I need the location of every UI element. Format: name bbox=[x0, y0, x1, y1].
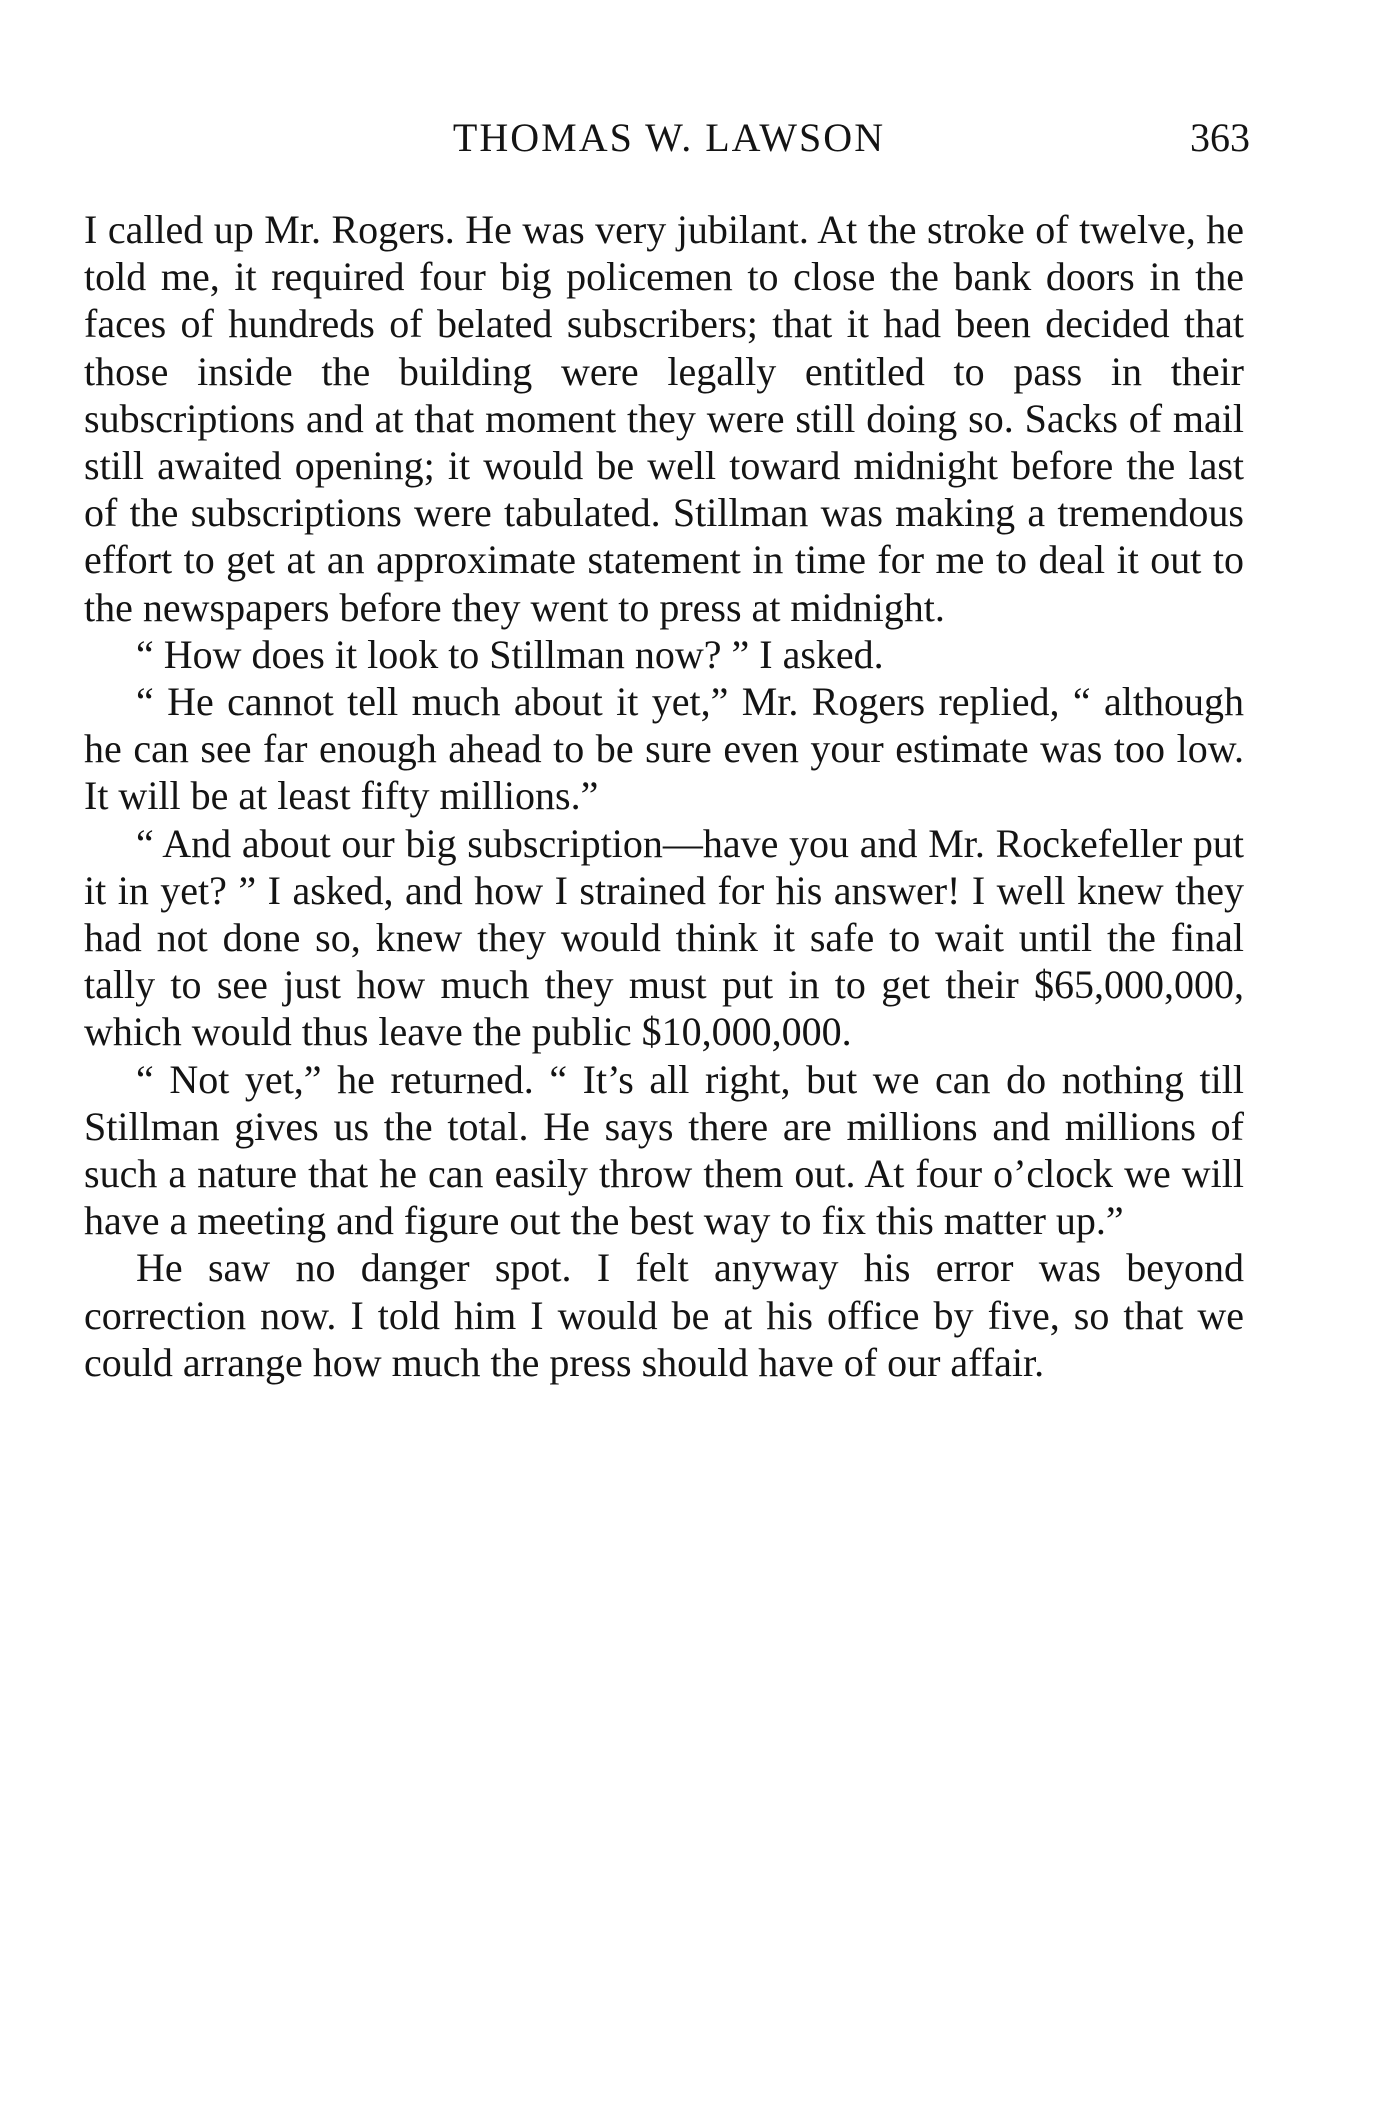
paragraph-6: He saw no danger spot. I felt anyway his error was beyond correction now. I told him I would be at his office by five, so that we could arrange how much the press should have of our affair. bbox=[84, 1245, 1244, 1385]
paragraph-5: “ Not yet,” he returned. “ It’s all right, but we can do nothing till Stillman gives us the total. He says there are millions and millions of such a nature that he can easily throw them out. At four o’clock we will have a meeting and figure out the best way to fix this matter up.” bbox=[84, 1056, 1244, 1244]
running-title: THOMAS W. LAWSON bbox=[452, 115, 886, 160]
paragraph-3: “ He cannot tell much about it yet,” Mr. Rogers replied, “ although he can see far enough ahead to be sure even your estimate was too low. It will be at least fifty millions.” bbox=[84, 679, 1244, 819]
paragraph-4: “ And about our big subscription—have you and Mr. Rockefeller put it in yet? ” I asked, and how I strained for his answer! I well knew they had not done so, knew they would think it safe to wait until the final tally to see just how much they must put in to get their $65,000,000, which would thus leave the public $10,000,000. bbox=[84, 820, 1244, 1055]
running-head bbox=[88, 112, 1250, 172]
page-number: 363 bbox=[1190, 115, 1250, 160]
paragraph-1: I called up Mr. Rogers. He was very jubilant. At the stroke of twelve, he told me, it required four big policemen to close the bank doors in the faces of hundreds of belated subscribers; that it had been decided that those inside the building were legally entitled to pass in their subscriptions and at that moment they were still doing so. Sacks of mail still awaited opening; it would be well toward midnight before the last of the subscriptions were tabulated. Stillman was making a tremendous effort to get at an approximate statement in time for me to deal it out to the newspapers before they went to press at midnight. bbox=[84, 207, 1244, 630]
body-text bbox=[84, 206, 1244, 1386]
paragraph-2: “ How does it look to Stillman now? ” I asked. bbox=[136, 631, 884, 677]
